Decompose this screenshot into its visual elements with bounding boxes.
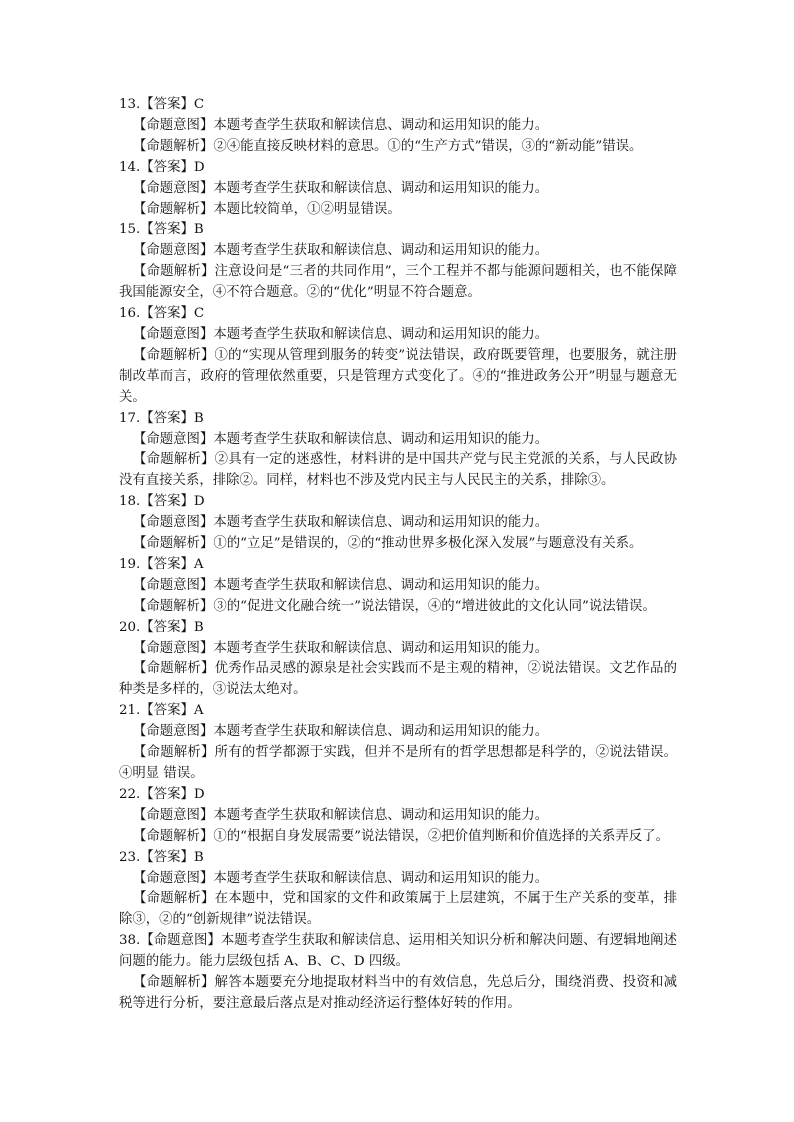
- answer-item-38: [119, 931, 677, 1015]
- analysis-line: 【命题解析】③的“促进文化融合统一”说法错误，④的“增进彼此的文化认同”说法错误。: [133, 598, 656, 614]
- intent-line: 【命题意图】本题考查学生获取和解读信息、调动和运用知识的能力。: [133, 724, 549, 740]
- answer-line: 22.【答案】D: [119, 786, 205, 802]
- answer-item-20: [119, 618, 677, 702]
- intent-line: 【命题意图】本题考查学生获取和解读信息、调动和运用知识的能力。: [133, 243, 549, 259]
- answer-item-16: [119, 304, 677, 409]
- analysis-line: 【命题解析】②④能直接反映材料的意思。①的“生产方式”错误，③的“新动能”错误。: [133, 138, 643, 154]
- intent-line: 【命题意图】本题考查学生获取和解读信息、调动和运用知识的能力。: [133, 180, 549, 196]
- analysis-paragraph: 【命题解析】在本题中，党和国家的文件和政策属于上层建筑，不属于生产关系的变革，排除③，②的“创新规律”说法错误。: [119, 891, 677, 928]
- analysis-line: 【命题解析】本题比较简单，①②明显错误。: [133, 201, 401, 217]
- answer-item-14: [119, 158, 677, 221]
- answer-line: 14.【答案】D: [119, 159, 205, 175]
- answer-item-18: [119, 492, 677, 555]
- intent-line: 【命题意图】本题考查学生获取和解读信息、调动和运用知识的能力。: [133, 577, 549, 593]
- intent-line: 【命题意图】本题考查学生获取和解读信息、调动和运用知识的能力。: [133, 431, 549, 447]
- analysis-paragraph: 【命题解析】②具有一定的迷惑性，材料讲的是中国共产党与民主党派的关系，与人民政协没有直接关系，排除②。同样，材料也不涉及党内民主与人民民主的关系，排除③。: [119, 452, 677, 489]
- analysis-paragraph: 【命题解析】优秀作品灵感的源泉是社会实践而不是主观的精神，②说法错误。文艺作品的种类是多样的，③说法太绝对。: [119, 661, 677, 698]
- answer-item-15: [119, 220, 677, 304]
- intent-line: 【命题意图】本题考查学生获取和解读信息、调动和运用知识的能力。: [133, 117, 549, 133]
- answer-line: 20.【答案】B: [119, 619, 204, 635]
- answer-line: 23.【答案】B: [119, 849, 204, 865]
- analysis-paragraph: 【命题解析】所有的哲学都源于实践，但并不是所有的哲学思想都是科学的，②说法错误。④明显 错误。: [119, 745, 677, 781]
- intent-line: 【命题意图】本题考查学生获取和解读信息、调动和运用知识的能力。: [133, 515, 549, 531]
- analysis-paragraph: 【命题解析】①的“实现从管理到服务的转变”说法错误，政府既要管理，也要服务，就注册制改革而言，政府的管理依然重要，只是管理方式变化了。④的“推进政务公开”明显与题意无关。: [119, 347, 677, 405]
- answer-key-page: [119, 95, 677, 1015]
- answer-line: 21.【答案】A: [119, 703, 204, 719]
- answer-item-17: [119, 409, 677, 493]
- analysis-line: 【命题解析】①的“立足”是错误的，②的“推动世界多极化深入发展”与题意没有关系。: [133, 536, 643, 552]
- answer-line: 19.【答案】A: [119, 556, 204, 572]
- intent-line: 【命题意图】本题考查学生获取和解读信息、调动和运用知识的能力。: [133, 807, 549, 823]
- answer-line: 17.【答案】B: [119, 410, 204, 426]
- intent-line: 【命题意图】本题考查学生获取和解读信息、调动和运用知识的能力。: [133, 326, 549, 342]
- answer-line: 15.【答案】B: [119, 222, 204, 238]
- answer-item-13: [119, 95, 677, 158]
- intent-line: 【命题意图】本题考查学生获取和解读信息、调动和运用知识的能力。: [133, 640, 549, 656]
- analysis-paragraph: 【命题解析】解答本题要充分地提取材料当中的有效信息，先总后分，围绕消费、投资和减税等进行分析，要注意最后落点是对推动经济运行整体好转的作用。: [119, 975, 677, 1011]
- analysis-paragraph: 【命题解析】注意设问是“三者的共同作用”，三个工程并不都与能源问题相关，也不能保障我国能源安全，④不符合题意。②的“优化”明显不符合题意。: [119, 264, 677, 301]
- answer-item-22: [119, 785, 677, 848]
- answer-line: 13.【答案】C: [119, 97, 205, 112]
- answer-item-23: [119, 848, 677, 932]
- analysis-line: 【命题解析】①的“根据自身发展需要”说法错误，②把价值判断和价值选择的关系弄反了。: [133, 828, 669, 844]
- answer-line: 18.【答案】D: [119, 494, 205, 510]
- answer-line: 16.【答案】C: [119, 306, 205, 322]
- intent-line: 【命题意图】本题考查学生获取和解读信息、调动和运用知识的能力。: [133, 870, 549, 886]
- answer-item-21: [119, 701, 677, 785]
- intent-paragraph: 38.【命题意图】本题考查学生获取和解读信息、运用相关知识分析和解决问题、有逻辑地阐述问题的能力。能力层级包括 A、B、C、D 四级。: [119, 933, 677, 970]
- answer-item-19: [119, 555, 677, 618]
